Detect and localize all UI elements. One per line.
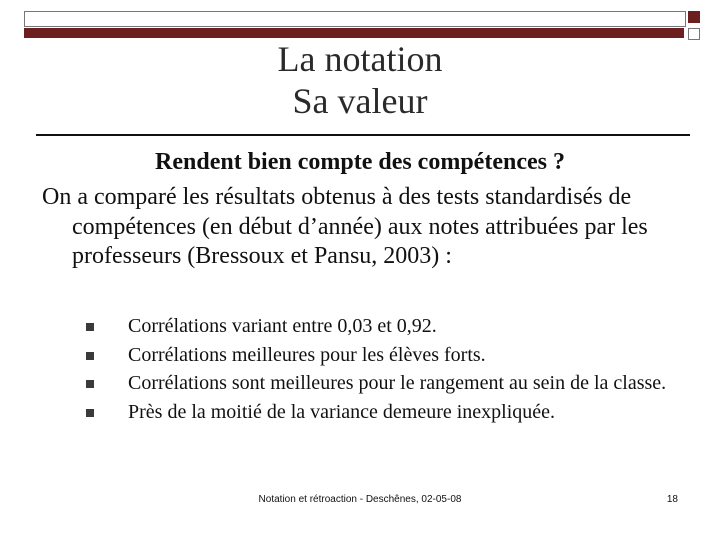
- list-item: [86, 314, 676, 339]
- title-divider: [36, 134, 690, 136]
- title-line-1: La notation: [277, 39, 443, 79]
- square-bullet-icon: [86, 380, 94, 388]
- slide-heading: Rendent bien compte des compétences ?: [155, 149, 565, 175]
- corner-square-filled: [688, 11, 700, 23]
- square-bullet-icon: [86, 323, 94, 331]
- list-item: [86, 343, 676, 368]
- bullet-text: Corrélations variant entre 0,03 et 0,92.: [128, 315, 437, 337]
- top-decoration-box: [24, 11, 686, 27]
- list-item: [86, 400, 676, 425]
- square-bullet-icon: [86, 409, 94, 417]
- body-paragraph: On a comparé les résultats obtenus à des tests standardisés de compétences (en début d’année) aux notes attribuées par les professeurs (Bressoux et Pansu, 2003) :: [42, 184, 648, 269]
- bullet-text: Corrélations sont meilleures pour le rangement au sein de la classe.: [128, 372, 667, 394]
- bullet-text: Près de la moitié de la variance demeure inexpliquée.: [128, 400, 556, 423]
- page-number: 18: [666, 494, 678, 505]
- list-item: [86, 371, 676, 396]
- slide-footer: Notation et rétroaction - Deschênes, 02-05-08: [258, 494, 462, 505]
- slide-title: [0, 38, 720, 122]
- bullet-list: [86, 314, 676, 428]
- bullet-text: Corrélations meilleures pour les élèves forts.: [128, 343, 486, 366]
- square-bullet-icon: [86, 352, 94, 360]
- title-line-2: Sa valeur: [292, 81, 428, 121]
- top-decoration-bar: [24, 28, 684, 38]
